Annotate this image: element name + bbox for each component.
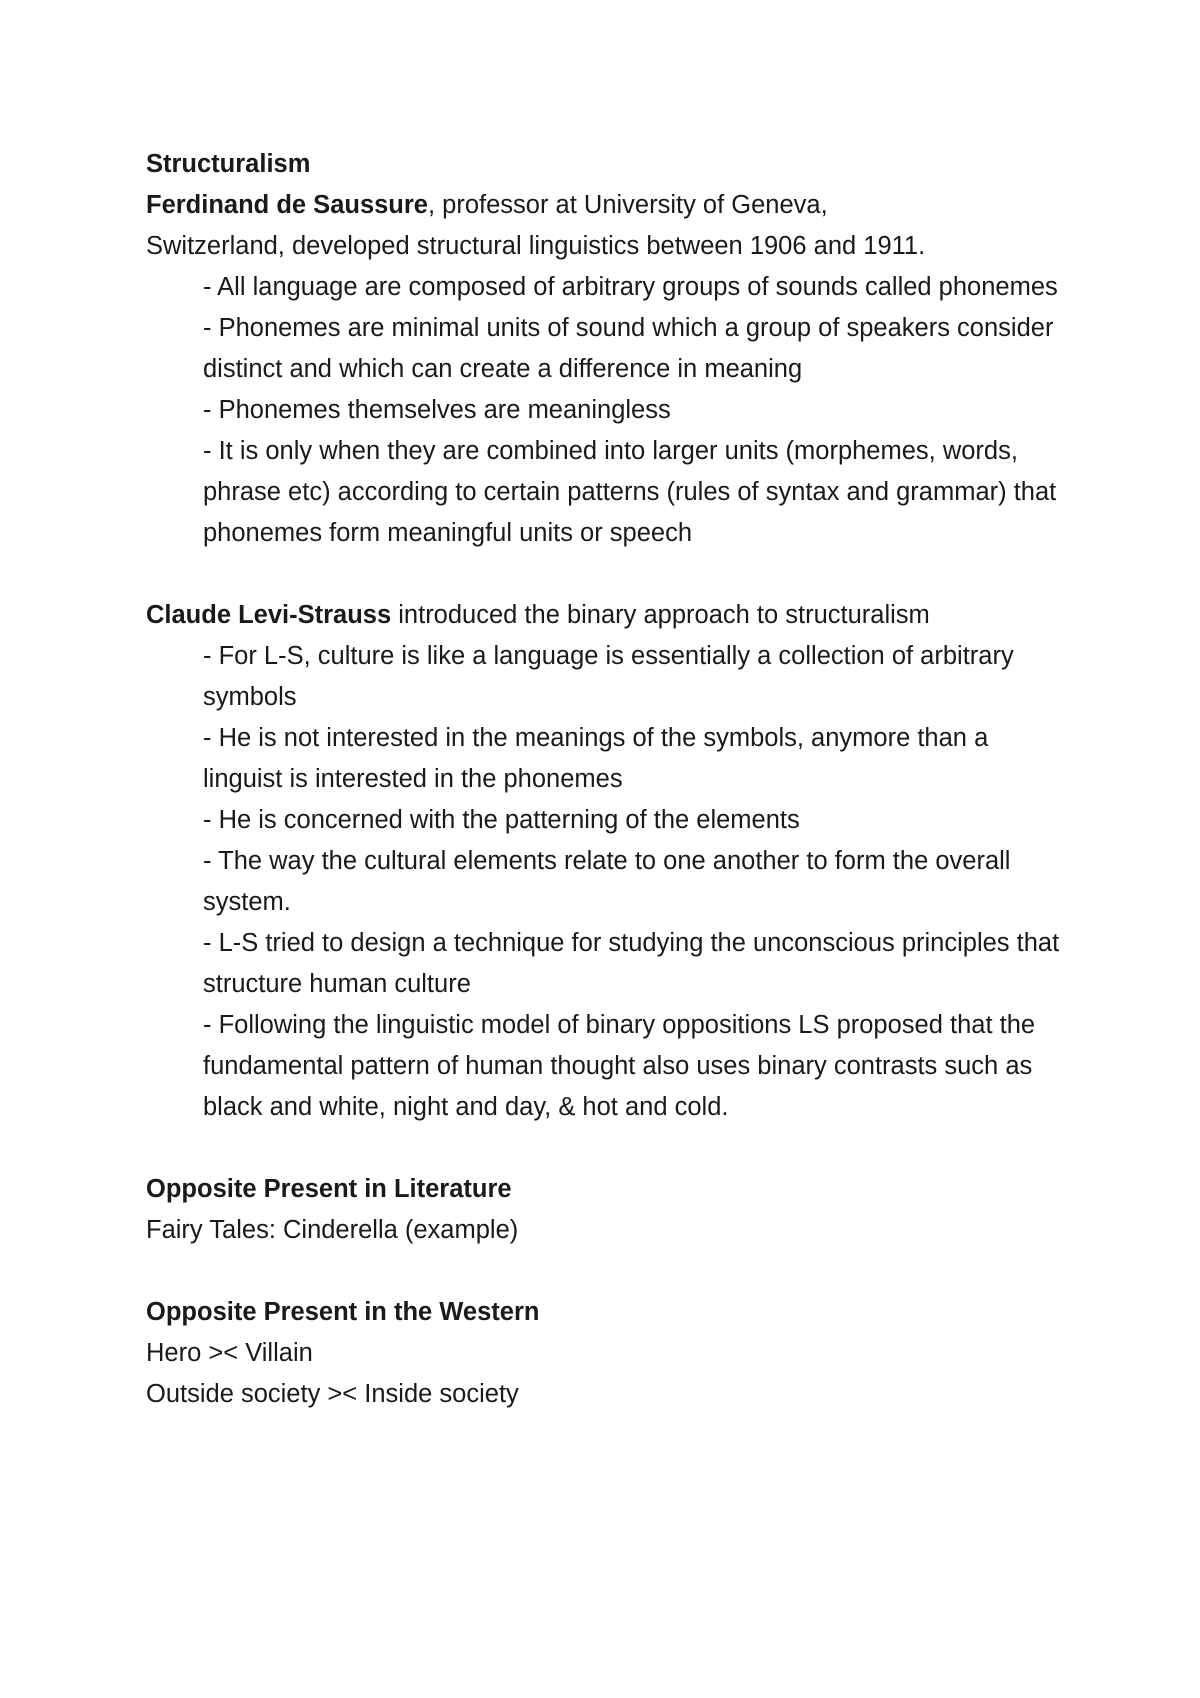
saussure-intro-line-1 bbox=[146, 185, 1086, 226]
saussure-name: Ferdinand de Saussure bbox=[146, 191, 428, 219]
saussure-intro-line-2: Switzerland, developed structural linguistics between 1906 and 1911. bbox=[146, 232, 926, 260]
list-item: - Following the linguistic model of binary oppositions LS proposed that the fundamental pattern of human thought also uses binary contrasts such as black and white, night and day, & hot and cold. bbox=[203, 1011, 1036, 1121]
levi-strauss-intro-rest: introduced the binary approach to structuralism bbox=[391, 601, 930, 629]
levi-strauss-bullet-list bbox=[146, 636, 1086, 1128]
saussure-bullet-list bbox=[146, 267, 1086, 554]
section-title-structuralism: Structuralism bbox=[146, 150, 311, 178]
list-item: - Phonemes are minimal units of sound which a group of speakers consider distinct and which can create a difference in meaning bbox=[203, 314, 1054, 383]
section-title-literature: Opposite Present in Literature bbox=[146, 1175, 512, 1203]
literature-example: Fairy Tales: Cinderella (example) bbox=[146, 1216, 519, 1244]
levi-strauss-intro bbox=[146, 595, 1086, 636]
western-opposition-2: Outside society >< Inside society bbox=[146, 1380, 519, 1408]
western-opposition-1: Hero >< Villain bbox=[146, 1339, 313, 1367]
levi-strauss-name: Claude Levi-Strauss bbox=[146, 601, 392, 629]
list-item: - He is concerned with the patterning of the elements bbox=[203, 806, 800, 834]
list-item: - He is not interested in the meanings of the symbols, anymore than a linguist is interested in the phonemes bbox=[203, 724, 989, 793]
list-item: - For L-S, culture is like a language is essentially a collection of arbitrary symbols bbox=[203, 642, 1014, 711]
paragraph-gap bbox=[146, 1128, 1086, 1169]
list-item: - The way the cultural elements relate to one another to form the overall system. bbox=[203, 847, 1011, 916]
list-item: - It is only when they are combined into larger units (morphemes, words, phrase etc) according to certain patterns (rules of syntax and grammar) that phonemes form meaningful units or speech bbox=[203, 437, 1057, 547]
paragraph-gap bbox=[146, 1251, 1086, 1292]
list-item: - L-S tried to design a technique for studying the unconscious principles that structure human culture bbox=[203, 929, 1060, 998]
document-page bbox=[146, 144, 1086, 1415]
section-title-western: Opposite Present in the Western bbox=[146, 1298, 540, 1326]
paragraph-gap bbox=[146, 554, 1086, 595]
list-item: - Phonemes themselves are meaningless bbox=[203, 396, 671, 424]
list-item: - All language are composed of arbitrary groups of sounds called phonemes bbox=[203, 273, 1058, 301]
saussure-intro-rest: , professor at University of Geneva, bbox=[428, 191, 828, 219]
